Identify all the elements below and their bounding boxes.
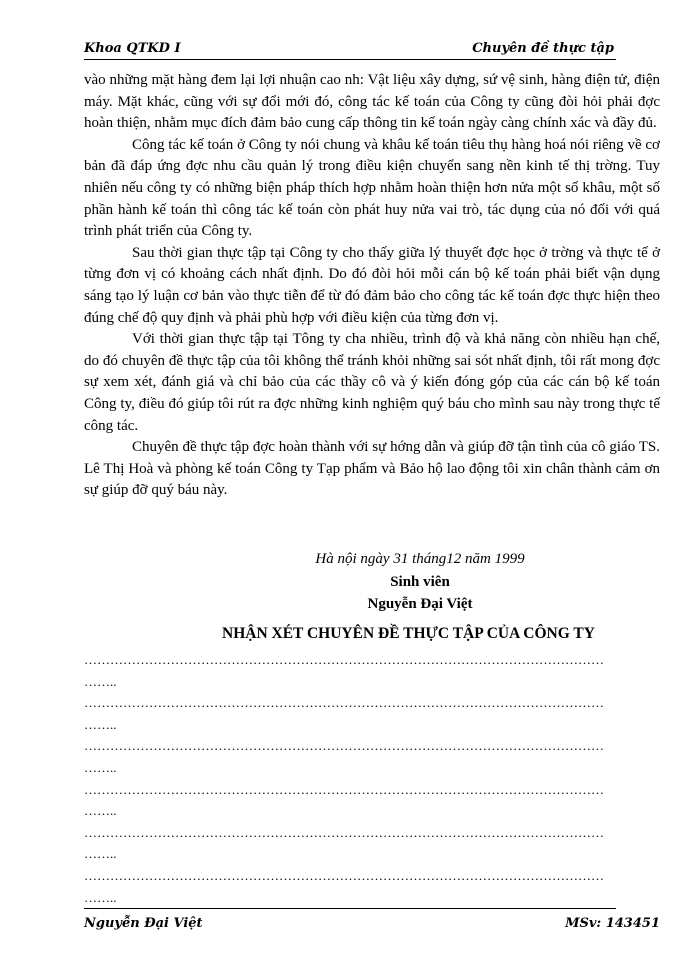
comment-lines bbox=[84, 652, 660, 911]
footer-rule bbox=[84, 908, 616, 909]
page-header bbox=[84, 38, 616, 60]
comment-line: …….. bbox=[84, 803, 117, 819]
comment-line: ………………………………………………………………………………………………………… bbox=[84, 781, 604, 797]
comment-line: …….. bbox=[84, 889, 117, 905]
footer-author: Nguyễn Đại Việt bbox=[84, 916, 203, 931]
comment-line: ………………………………………………………………………………………………………… bbox=[84, 738, 604, 754]
page-footer bbox=[84, 908, 660, 930]
signature-name: Nguyễn Đại Việt bbox=[367, 596, 473, 612]
footer-student-id: MSv: 143451 bbox=[565, 916, 660, 931]
header-faculty: Khoa QTKD I bbox=[84, 41, 181, 56]
paragraph-3: Sau thời gian thực tập tại Công ty cho thấy giữa lý thuyết đợc học ở trờng và thực tế ở từng đơn vị có khoảng cách nhất định. Do đó đòi hỏi mỗi cán bộ kế toán phải biết vận dụng sáng tạo lý luận cơ bản vào thực tiễn để từ đó đảm bảo cho công tác kế toán đợc thực hiện theo đúng chế độ quy định và phải phù hợp với điều kiện của từng đơn vị. bbox=[84, 244, 660, 326]
paragraph-5: Chuyên đề thực tập đợc hoàn thành với sự hớng dẫn và giúp đỡ tận tình của cô giáo TS. Lê Thị Hoà và phòng kế toán Công ty Tạp phẩm và Bảo hộ lao động tôi xin chân thành cảm ơn sự giúp đỡ quý báu này. bbox=[84, 439, 660, 499]
comment-line: ………………………………………………………………………………………………………… bbox=[84, 652, 604, 667]
comment-line: ………………………………………………………………………………………………………… bbox=[84, 695, 604, 711]
comment-line: …….. bbox=[84, 673, 117, 689]
comment-line: …….. bbox=[84, 716, 117, 732]
signature-date: Hà nội ngày 31 tháng12 năm 1999 bbox=[315, 551, 525, 567]
paragraph-2: Công tác kế toán ở Công ty nói chung và khâu kế toán tiêu thụ hàng hoá nói riêng về cơ bản đã đáp ứng đợc nhu cầu quản lý trong điều kiện chuyển sang nền kinh tế thị trờng. Tuy nhiên nếu công ty có những biện pháp thích hợp nhằm hoàn thiện hơn nửa một số khâu, một số phần hành kế toán thì công tác kế toán còn phát huy nửa vai trò, tác dụng của nó đối với quá trình phát triển của Công ty. bbox=[84, 136, 660, 240]
header-report-type: Chuyên đề thực tập bbox=[472, 41, 614, 56]
signature-role: Sinh viên bbox=[390, 574, 450, 590]
section-title: NHẬN XÉT CHUYÊN ĐỀ THỰC TẬP CỦA CÔNG TY bbox=[222, 625, 595, 642]
comment-line: …….. bbox=[84, 759, 117, 775]
comment-line: ………………………………………………………………………………………………………… bbox=[84, 867, 604, 883]
comment-line: …….. bbox=[84, 846, 117, 862]
comment-line: ………………………………………………………………………………………………………… bbox=[84, 824, 604, 840]
paragraph-4: Với thời gian thực tập tại Tông ty cha nhiều, trình độ và khả năng còn nhiều hạn chế, do đó chuyên đề thực tập của tôi không thể tránh khỏi những sai sót nhất định, tôi rất mong đợc sự xem xét, đánh giá và chỉ bảo của các thầy cô và ý kiến đóng góp của các cán bộ kế toán Công ty, điều đó giúp tôi rút ra đợc những kinh nghiệm quý báu cho mình sau này trong thực tế công tác. bbox=[84, 331, 660, 434]
header-rule bbox=[84, 59, 616, 60]
paragraph-1: vào những mặt hàng đem lại lợi nhuận cao nh: Vật liệu xây dựng, sứ vệ sinh, hàng điện tử, điện máy. Mặt khác, cũng với sự đổi mới đó, công tác kế toán của Công ty cũng đòi hỏi phải đợc hoàn thiện, nhằm mục đích đảm bảo cung cấp thông tin kế toán ngày càng chính xác và đầy đủ. bbox=[84, 72, 660, 132]
body-text bbox=[84, 70, 660, 502]
